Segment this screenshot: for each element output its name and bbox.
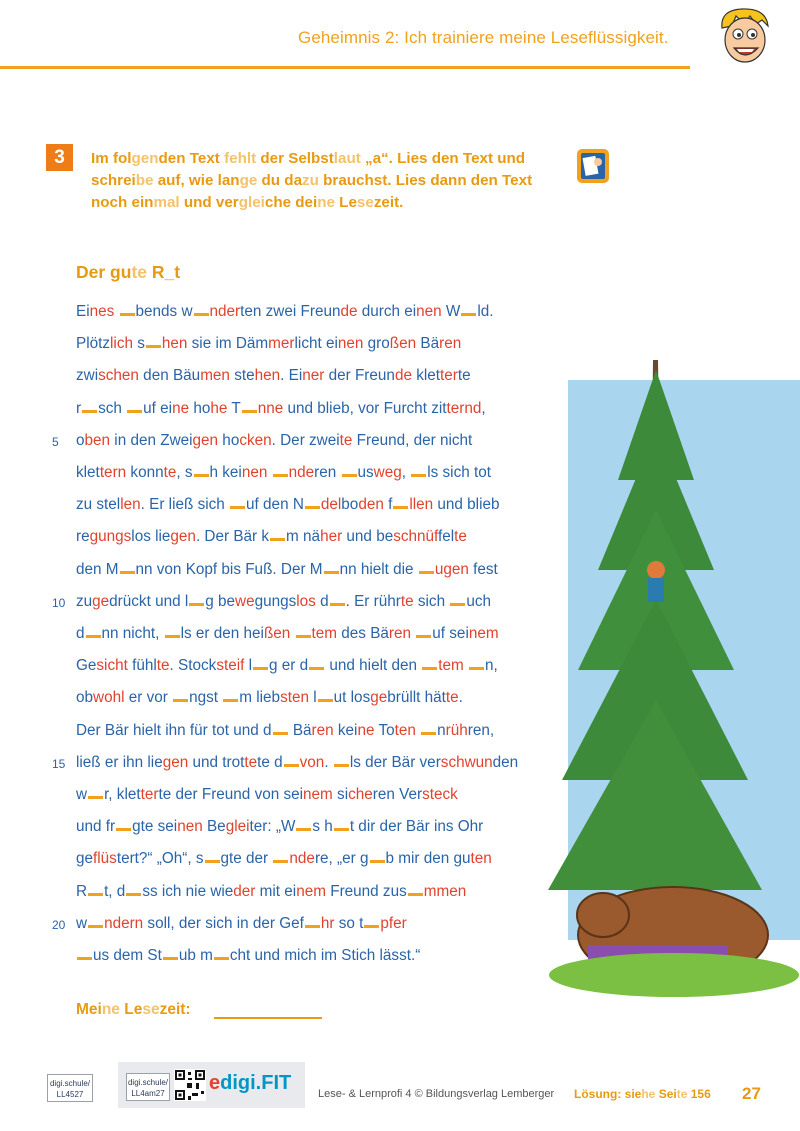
letter-gap[interactable] [334,754,349,767]
digi-schule-link[interactable]: digi.schule/ LL4527 [47,1074,93,1102]
letter-gap[interactable] [165,625,180,638]
text-part: R_t [147,262,181,282]
text-part: ne [317,194,335,211]
letter-gap[interactable] [273,464,288,477]
story-line: den M nn von Kopf bis Fuß. Der M nn hielt die ugen fest [76,560,498,578]
letter-gap[interactable] [330,593,345,606]
letter-gap[interactable] [88,786,103,799]
letter-gap[interactable] [305,496,320,509]
text-part: Im fol [91,150,132,167]
letter-gap[interactable] [284,754,299,767]
letter-gap[interactable] [393,496,408,509]
story-line: Gesicht fühlte. Stocksteif l g er d und hielt den tem n, [76,657,498,675]
story-line: r sch uf eine hohe T nne und blieb, vor Furcht zitternd, [76,399,486,417]
letter-gap[interactable] [273,850,288,863]
story-line: obwohl er vor ngst m liebsten l ut losgebrüllt hätte. [76,689,463,707]
story-line: klettern konnte, s h keinen nderen usweg, ls sich tot [76,464,491,481]
letter-gap[interactable] [242,400,257,413]
text-part: laut [333,150,361,167]
text-part: und ver [179,194,239,211]
story-line: geflüstert?“ „Oh“, s gte der ndere, „er g b mir den guten [76,850,492,868]
text-part: mal [153,194,180,211]
line-number: 20 [52,917,66,932]
letter-gap[interactable] [253,657,268,670]
letter-gap[interactable] [194,303,209,316]
text-part: Le [334,194,357,211]
text-part: zu [302,172,319,189]
text-part: ne [101,1001,120,1018]
story-line: Der Bär hielt ihn für tot und d Bären keine Toten nrühren, [76,721,495,739]
letter-gap[interactable] [421,722,436,735]
letter-gap[interactable] [270,528,285,541]
story-line: zugedrückt und l g bewegungslos d . Er rührte sich uch [76,592,491,610]
text-part: glei [238,194,265,211]
page-number: 27 [742,1084,761,1103]
letter-gap[interactable] [408,883,423,896]
page-heading: Geheimnis 2: Ich trainiere meine Leseflüssigkeit. [298,28,669,47]
letter-gap[interactable] [296,818,311,831]
letter-gap[interactable] [127,400,142,413]
letter-gap[interactable] [77,947,92,960]
text-part: te [676,1087,688,1101]
letter-gap[interactable] [146,335,161,348]
letter-gap[interactable] [342,464,357,477]
story-line: oben in den Zweigen hocken. Der zweite Freund, der nicht [76,431,473,449]
text-part: gen [131,150,159,167]
letter-gap[interactable] [194,464,209,477]
story-line: w r, kletterte der Freund von seinem sicheren Versteck [76,786,458,803]
letter-gap[interactable] [296,625,311,638]
letter-gap[interactable] [469,657,484,670]
letter-gap[interactable] [120,303,135,316]
text-part: brauchst. Lies dann den Text noch ein [91,172,533,211]
letter-gap[interactable] [450,593,465,606]
story-title [76,262,180,283]
solution-reference [574,1087,711,1101]
copyright-notice: Lese- & Lernprofi 4 © Bildungsverlag Lemberger [318,1088,555,1100]
digifit-logo[interactable]: edigi.FIT [209,1072,292,1094]
letter-gap[interactable] [82,400,97,413]
letter-gap[interactable] [309,657,324,670]
letter-gap[interactable] [230,496,245,509]
text-part: 156 [687,1087,711,1101]
text-part: se [356,194,374,211]
line-number: 15 [52,756,66,771]
story-line: ließ er ihn liegen und trottete d von. ls der Bär verschwunden [76,753,519,771]
text-part: zeit. [373,194,404,211]
text-part: be [135,172,154,189]
story-line: us dem St ub m cht und mich im Stich lässt.“ [76,947,420,965]
letter-gap[interactable] [163,947,178,960]
text-part: Le [119,1001,143,1018]
digi-schule-link-2[interactable]: digi.schule/ LL4am27 [126,1073,170,1101]
story-line: R t, d ss ich nie wieder mit einem Freund zus mmen [76,882,467,900]
qr-code-icon[interactable] [174,1069,206,1101]
text-part: che dei [264,194,318,211]
story-line: d nn nicht, ls er den heißen tem des Bären uf seinem [76,625,499,642]
exercise-number: 3 [46,144,73,171]
letter-gap[interactable] [86,625,101,638]
letter-gap[interactable] [416,625,431,638]
letter-gap[interactable] [305,915,320,928]
text-part: auf, wie lan [153,172,240,189]
text-part: fehlt [224,150,257,167]
story-line: zwischen den Bäumen stehen. Einer der Freunde kletterte [76,367,471,385]
header-divider [0,66,690,69]
text-part: sie [624,1087,642,1101]
letter-gap[interactable] [205,850,220,863]
reading-time-field[interactable] [214,1017,322,1019]
letter-gap[interactable] [461,303,476,316]
text-part: den Text [158,150,225,167]
letter-gap[interactable] [370,850,385,863]
letter-gap[interactable] [223,689,238,702]
letter-gap[interactable] [88,915,103,928]
letter-gap[interactable] [214,947,229,960]
text-part: der Selbst [256,150,334,167]
reading-book-icon [576,148,610,184]
story-line: Plötzlich s hen sie im Dämmerlicht einen großen Bären [76,335,462,353]
text-part: se [142,1001,160,1018]
letter-gap[interactable] [364,915,379,928]
text-part: zeit: [159,1001,191,1018]
story-line: zu stellen. Er ließ sich uf den N delboden f llen und blieb [76,496,500,514]
letter-gap[interactable] [120,561,135,574]
letter-gap[interactable] [419,561,434,574]
letter-gap[interactable] [88,883,103,896]
letter-gap[interactable] [116,818,131,831]
text-part: Mei [76,1001,102,1018]
letter-gap[interactable] [422,657,437,670]
letter-gap[interactable] [411,464,426,477]
letter-gap[interactable] [126,883,141,896]
text-part: „a“. Lies den Text und schrei [91,150,526,189]
line-number: 5 [52,434,59,449]
line-number: 10 [52,595,66,610]
letter-gap[interactable] [189,593,204,606]
letter-gap[interactable] [334,818,349,831]
text-part: Lösung: [574,1087,625,1101]
letter-gap[interactable] [324,561,339,574]
text-part: Sei [655,1087,677,1101]
story-line: Eines bends w nderten zwei Freunde durch einen W ld. [76,303,494,320]
reading-time-label [76,1001,191,1019]
story-line: und fr gte seinen Begleiter: „W s h t dir der Bär ins Ohr [76,818,484,836]
text-part: te [131,262,147,282]
exercise-instruction [91,148,561,214]
text-part: du da [257,172,303,189]
text-part: ge [239,172,258,189]
tree-bear-illustration [548,360,800,1000]
story-line: regungslos liegen. Der Bär k m näher und beschnüffelte [76,528,467,546]
text-part: Der gu [76,262,132,282]
mascot-boy-icon [712,4,778,68]
letter-gap[interactable] [318,689,333,702]
text-part: he [641,1087,656,1101]
letter-gap[interactable] [273,722,288,735]
story-line: w ndern soll, der sich in der Gef hr so t pfer [76,914,407,932]
letter-gap[interactable] [173,689,188,702]
